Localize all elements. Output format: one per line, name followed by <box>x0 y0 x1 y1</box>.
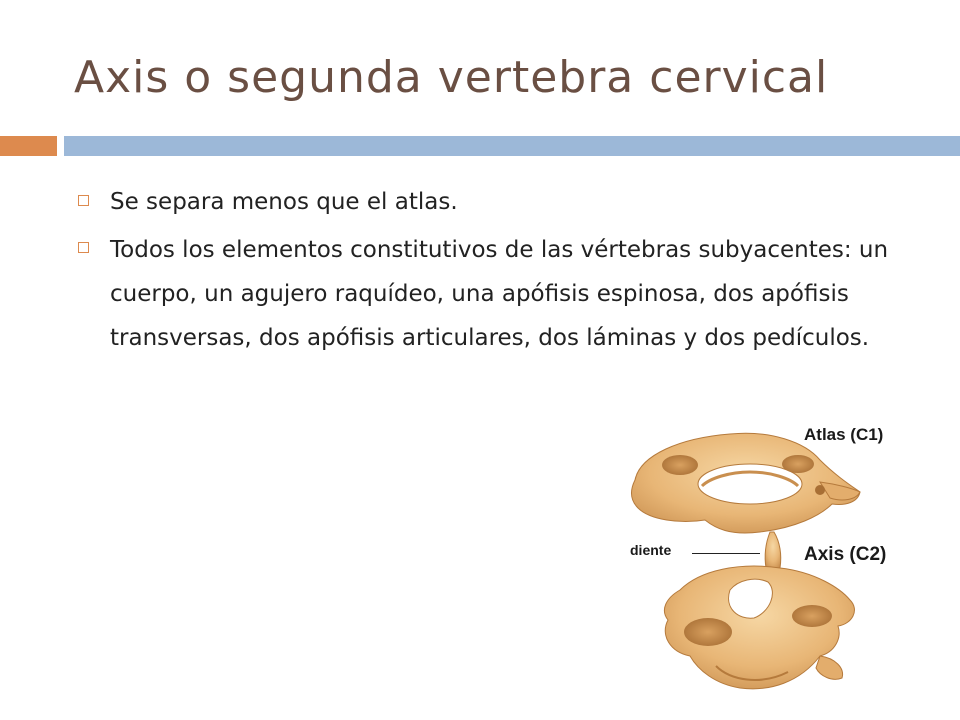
atlas-vertebra <box>632 433 860 533</box>
bullet-text: Todos los elementos constitutivos de las vértebras subyacentes: un cuerpo, un agujero raquídeo, una apófisis espinosa, dos apófisis transversas, dos apófisis articulares, dos láminas y dos pedículos. <box>110 237 889 351</box>
bullet-item <box>76 228 906 360</box>
vertebrae-illustration <box>620 420 920 720</box>
bullet-list <box>76 182 906 376</box>
diente-leader-line <box>692 553 760 554</box>
accent-bar-blue <box>64 136 960 156</box>
dens-tooth <box>765 532 781 568</box>
square-bullet-icon <box>78 195 89 206</box>
bullet-item <box>76 182 906 222</box>
bullet-text: Se separa menos que el atlas. <box>110 189 458 215</box>
atlas-label: Atlas (C1) <box>804 425 884 444</box>
slide-title: Axis o segunda vertebra cervical <box>74 52 829 103</box>
accent-bar-orange <box>0 136 57 156</box>
diente-label: diente <box>630 542 672 558</box>
square-bullet-icon <box>78 242 89 253</box>
axis-label: Axis (C2) <box>804 544 887 565</box>
